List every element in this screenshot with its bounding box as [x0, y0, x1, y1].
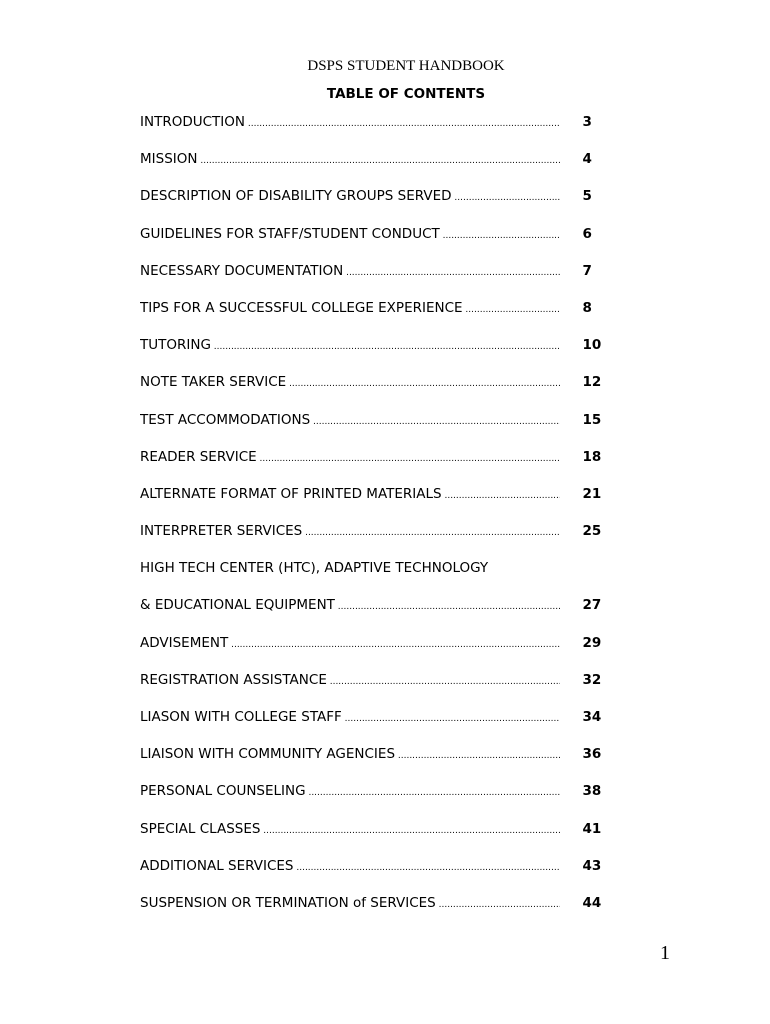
toc-entry-label: & EDUCATIONAL EQUIPMENT ..... — [140, 595, 560, 617]
toc-entry-test-accommodations — [140, 410, 610, 447]
toc-entry-reader-service — [140, 447, 610, 484]
toc-entry-label: ALTERNATE FORMAT OF PRINTED MATERIALS ..... — [140, 484, 560, 506]
toc-entry-page: 44 — [582, 894, 602, 911]
toc-entry-alternate-format — [140, 484, 610, 521]
toc-entry-page: 7 — [582, 262, 592, 279]
toc-entry-page: 8 — [582, 299, 592, 316]
toc-entry-label: GUIDELINES FOR STAFF/STUDENT CONDUCT ..... — [140, 224, 560, 246]
toc-entry-disability-groups — [140, 186, 610, 223]
toc-entry-label: ADDITIONAL SERVICES ..... — [140, 856, 560, 878]
toc-entry-page: 29 — [582, 634, 602, 651]
toc-entry-label: REGISTRATION ASSISTANCE ..... — [140, 670, 560, 692]
toc-entry-tips — [140, 298, 610, 335]
toc-entry-page: 32 — [582, 671, 602, 688]
toc-entry-page: 4 — [582, 151, 592, 168]
toc-entry-label: TUTORING ..... — [140, 335, 560, 357]
toc-entry-page: 21 — [582, 485, 602, 502]
toc-entry-special-classes — [140, 819, 610, 856]
toc-entry-page: 3 — [582, 114, 592, 130]
toc-entry-page: 6 — [582, 225, 592, 242]
toc-entry-label: DESCRIPTION OF DISABILITY GROUPS SERVED ..... — [140, 186, 560, 208]
table-of-contents — [140, 112, 610, 930]
toc-entry-label: TIPS FOR A SUCCESSFUL COLLEGE EXPERIENCE ..... — [140, 298, 560, 320]
toc-entry-label: MISSION ..... — [140, 149, 560, 171]
toc-entry-community-agencies — [140, 744, 610, 781]
toc-entry-page: 34 — [582, 709, 602, 725]
toc-entry-page: 43 — [582, 857, 602, 874]
toc-entry-label: TEST ACCOMMODATIONS ..... — [140, 410, 560, 432]
toc-entry-personal-counseling — [140, 781, 610, 818]
toc-entry-label: INTERPRETER SERVICES ..... — [140, 521, 560, 543]
toc-entry-additional-services — [140, 856, 610, 893]
toc-entry-label: LIASON WITH COLLEGE STAFF ..... — [140, 707, 560, 729]
toc-entry-high-tech-center — [140, 558, 610, 595]
toc-entry-mission — [140, 149, 610, 186]
toc-entry-note-taker — [140, 372, 610, 409]
toc-entry-label: SPECIAL CLASSES ..... — [140, 819, 560, 841]
toc-title: TABLE OF CONTENTS — [326, 86, 486, 102]
toc-entry-label: HIGH TECH CENTER (HTC), ADAPTIVE TECHNOLOGY — [140, 560, 489, 577]
toc-entry-page: 5 — [582, 188, 592, 205]
toc-entry-label: NOTE TAKER SERVICE ..... — [140, 372, 560, 394]
toc-entry-page: 27 — [582, 597, 602, 614]
toc-entry-page: 38 — [582, 783, 602, 800]
page-number: 1 — [660, 942, 670, 964]
toc-entry-page: 36 — [582, 746, 602, 763]
toc-entry-advisement — [140, 633, 610, 670]
toc-entry-label: INTRODUCTION ..... — [140, 112, 560, 134]
toc-entry-educational-equipment — [140, 595, 610, 632]
toc-entry-label: NECESSARY DOCUMENTATION ..... — [140, 261, 560, 283]
toc-entry-registration — [140, 670, 610, 707]
document-header: DSPS STUDENT HANDBOOK — [307, 58, 505, 74]
toc-entry-college-staff — [140, 707, 610, 744]
toc-entry-label: SUSPENSION OR TERMINATION of SERVICES ..... — [140, 893, 560, 915]
toc-entry-interpreter — [140, 521, 610, 558]
toc-entry-label: ADVISEMENT ..... — [140, 633, 560, 655]
toc-entry-label: LIAISON WITH COMMUNITY AGENCIES ..... — [140, 744, 560, 766]
toc-entry-introduction — [140, 112, 610, 149]
toc-entry-page: 10 — [582, 337, 602, 354]
toc-entry-label: READER SERVICE ..... — [140, 447, 560, 469]
toc-entry-guidelines — [140, 224, 610, 261]
toc-entry-documentation — [140, 261, 610, 298]
toc-entry-label: PERSONAL COUNSELING ..... — [140, 781, 560, 803]
toc-entry-page: 12 — [582, 374, 602, 391]
toc-entry-tutoring — [140, 335, 610, 372]
toc-entry-page: 25 — [582, 523, 602, 540]
toc-entry-page: 41 — [582, 820, 602, 837]
toc-entry-suspension — [140, 893, 610, 930]
toc-entry-page: 18 — [582, 448, 602, 465]
toc-entry-page: 15 — [582, 411, 602, 428]
